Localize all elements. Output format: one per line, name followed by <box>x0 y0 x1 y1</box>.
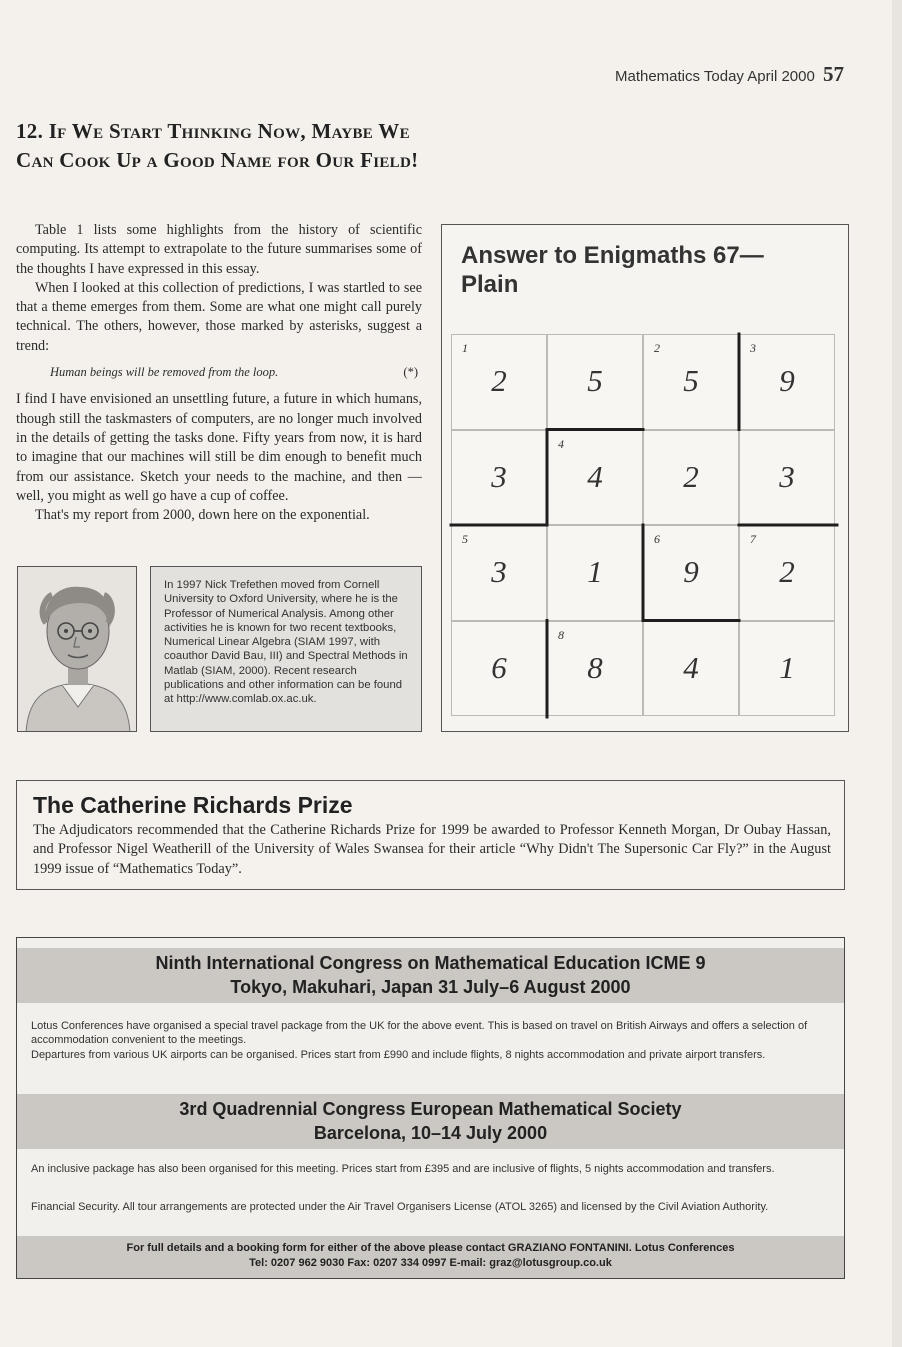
cell-value: 3 <box>491 554 507 589</box>
author-bio-text: In 1997 Nick Trefethen moved from Cornell University to Oxford University, where he is the Professor of Numerical Analysis. Among other activities he is known for two recent textbooks, Numerical Linear Algebra (SIAM 1997, with coauthor David Bau, III) and Spectral Methods in Matlab (SIAM, 2000). Recent research publications and other information can be found at http://www.comlab.ox.ac.uk. <box>164 579 408 706</box>
paragraph-2: When I looked at this collection of predictions, I was startled to see that a theme emerges from them. Some are what one might call purely technical. The others, however, those marked by asterisks, suggest a trend: <box>16 279 422 354</box>
cell-value: 5 <box>587 363 603 398</box>
page-number: 57 <box>823 62 844 86</box>
puzzle-answer-box <box>441 224 849 732</box>
advert-heading-line: 3rd Quadrennial Congress European Mathematical Society <box>179 1099 682 1119</box>
cell-value: 9 <box>683 554 699 589</box>
advert-text: An inclusive package has also been organised for this meeting. Prices start from £395 and are inclusive of flights, 5 nights accommodation and transfers. <box>31 1163 775 1175</box>
advert-text: Lotus Conferences have organised a special travel package from the UK for the above event. This is based on travel on British Airways and offers a selection of accommodation convenient to the meetings. <box>31 1020 808 1047</box>
section-heading: 12. If We Start Thinking Now, Maybe We Can Cook Up a Good Name for Our Field! <box>16 119 419 172</box>
paragraph-1: Table 1 lists some highlights from the history of scientific computing. Its attempt to extrapolate to the future summarises some of the thoughts I have expressed in this essay. <box>16 222 422 277</box>
author-portrait-illustration <box>18 567 137 732</box>
cell-clue-number: 5 <box>462 532 468 546</box>
page-edge-shadow <box>892 0 902 1347</box>
quote-marker: (*) <box>403 365 418 380</box>
advert-heading-line: Tokyo, Makuhari, Japan 31 July–6 August 2000 <box>230 977 631 997</box>
cell-value: 3 <box>779 458 795 494</box>
puzzle-title: Answer to Enigmaths 67—Plain <box>461 242 764 298</box>
paragraph-3: I find I have envisioned an unsettling future, a future in which humans, though still the taskmasters of computers, are no longer much involved in the details of getting the tasks done. Fifty years from now, it is hard to imagine that our machines will still be dim enough to benefit much from our assistance. Sketch your needs to the machine, and then — well, you might as well go have a cup of coffee. <box>16 391 422 504</box>
quote-text: Human beings will be removed from the loop. <box>50 365 279 380</box>
cell-value: 5 <box>683 363 699 398</box>
cell-value: 8 <box>587 649 603 685</box>
prize-text: The Adjudicators recommended that the Catherine Richards Prize for 1999 be awarded to Professor Kenneth Morgan, Dr Oubay Hassan, and Professor Nigel Weatherill of the University of Wales Swansea for their article “Why Didn't The Supersonic Car Fly?” in the August 1999 issue of “Mathematics Today”. <box>33 822 831 877</box>
cell-clue-number: 4 <box>558 436 564 451</box>
cell-value: 1 <box>779 649 795 685</box>
prize-title: The Catherine Richards Prize <box>33 792 353 818</box>
prize-box <box>16 780 845 890</box>
advert-heading-ems <box>17 1094 844 1149</box>
cell-value: 1 <box>587 554 603 589</box>
cell-clue-number: 2 <box>654 341 660 355</box>
advert-contact-details: Tel: 0207 962 9030 Fax: 0207 334 0997 E-mail: graz@lotusgroup.co.uk <box>249 1257 612 1269</box>
advert-heading-line: Ninth International Congress on Mathematical Education ICME 9 <box>155 953 706 973</box>
author-bio-box <box>150 566 422 732</box>
cell-value: 4 <box>587 458 603 494</box>
cell-value: 2 <box>683 458 699 494</box>
advert-heading-icme <box>17 948 844 1003</box>
cell-clue-number: 1 <box>462 341 468 355</box>
cell-value: 2 <box>779 554 795 589</box>
article-body <box>16 221 422 525</box>
puzzle-grid <box>451 334 837 717</box>
advert-contact-line: For full details and a booking form for either of the above please contact GRAZIANO FONTANINI. Lotus Conferences <box>126 1242 735 1254</box>
running-header <box>615 62 844 87</box>
quote-line <box>16 356 422 390</box>
paragraph-4: That's my report from 2000, down here on the exponential. <box>35 507 370 524</box>
cell-value: 4 <box>683 649 699 685</box>
advert-heading-line: Barcelona, 10–14 July 2000 <box>313 1123 548 1143</box>
cell-clue-number: 6 <box>654 532 660 546</box>
cell-clue-number: 8 <box>558 627 564 642</box>
advert-text: Departures from various UK airports can be organised. Prices start from £990 and include flights, 8 nights accommodation and private airport transfers. <box>31 1049 766 1061</box>
grid-heavy-borders <box>451 334 837 717</box>
cell-clue-number: 3 <box>750 341 756 355</box>
author-photo <box>17 566 137 732</box>
journal-title: Mathematics Today April 2000 <box>614 68 815 85</box>
advert-text: Financial Security. All tour arrangements are protected under the Air Travel Organisers License (ATOL 3265) and licensed by the Civil Aviation Authority. <box>31 1201 769 1213</box>
cell-value: 9 <box>779 363 795 398</box>
advert-contact-footer <box>17 1236 844 1278</box>
conference-advert <box>16 937 845 1279</box>
cell-clue-number: 7 <box>750 532 756 546</box>
cell-value: 2 <box>491 363 507 398</box>
cell-value: 6 <box>491 649 507 685</box>
cell-value: 3 <box>491 458 507 494</box>
